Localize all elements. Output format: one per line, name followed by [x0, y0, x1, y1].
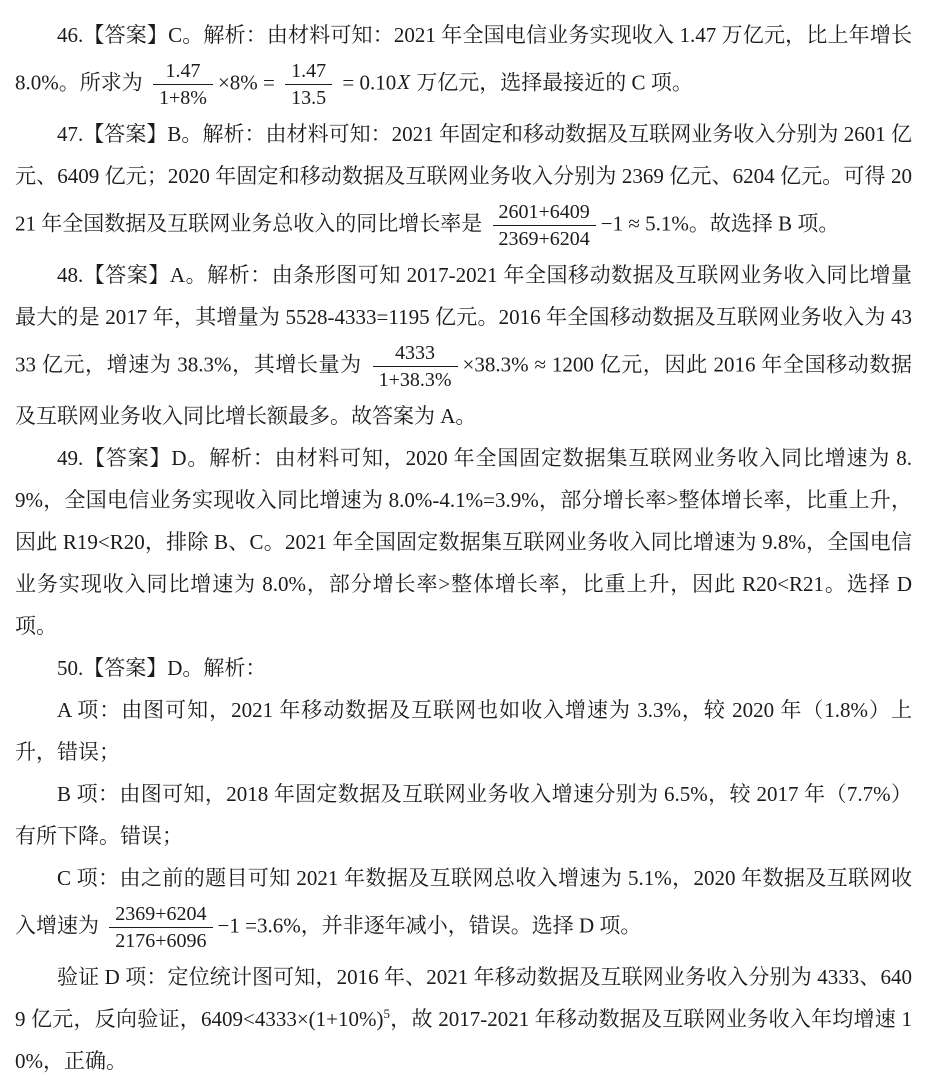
- paragraph-q46: [15, 14, 912, 113]
- text-run: −1 ≈ 5.1%。故选择 B 项。: [600, 211, 840, 236]
- fraction-denominator: 2369+6204: [498, 228, 590, 250]
- fraction-numerator: 1.47: [153, 58, 213, 85]
- fraction-numerator: 1.47: [285, 58, 332, 85]
- paragraph-q50-option-c: [15, 857, 912, 956]
- fraction-numerator: 2369+6204: [109, 901, 212, 928]
- text-run: B 项：由图可知，2018 年固定数据及互联网业务收入增速分别为 6.5%，较 2017 年（7.7%）有所下降。错误；: [15, 782, 912, 848]
- text-run: −1 =3.6%，并非逐年减小，错误。选择 D 项。: [217, 913, 642, 938]
- text-run: 48.【答案】A。解析：由条形图可知 2017-2021 年全国移动数据及互联网业务收入同比增量最大的是 2017 年，其增量为 5528-4333=1195 亿元。2016 年全国移动数据及互联网业务收入为 4333 亿元，增速为 38.3%，其增长量为: [15, 263, 912, 377]
- text-run: A 项：由图可知，2021 年移动数据及互联网也如收入增速为 3.3%，较 2020 年（1.8%）上升，错误；: [15, 698, 912, 764]
- text-run: 万亿元，选择最接近的 C 项。: [411, 70, 693, 95]
- paragraph-q50-option-b: [15, 773, 912, 857]
- paragraph-q50-verify-d: [15, 956, 912, 1082]
- text-run: 验证 D 项：定位统计图可知，2016 年、2021 年移动数据及互联网业务收入分别为 4333、6409 亿元，反向验证，6409<4333×(1+10%): [15, 965, 912, 1031]
- fraction-numerator: 2601+6409: [493, 199, 596, 226]
- superscript-exponent: 5: [383, 1006, 391, 1021]
- inline-fraction: [493, 199, 596, 252]
- fraction-denominator: 1+8%: [159, 87, 207, 109]
- inline-fraction: [109, 901, 212, 954]
- text-run: 50.【答案】D。解析：: [57, 656, 267, 680]
- text-run: 47.【答案】B。解析：由材料可知：2021 年固定和移动数据及互联网业务收入分别为 2601 亿元、6409 亿元；2020 年固定和移动数据及互联网业务收入分别为 2369 亿元、6204 亿元。可得 2021 年全国数据及互联网业务总收入的同比增长率是: [15, 122, 912, 236]
- text-run: 49.【答案】D。解析：由材料可知，2020 年全国固定数据集互联网业务收入同比增速为 8.9%，全国电信业务实现收入同比增速为 8.0%-4.1%=3.9%，部分增长率>整体增长率，比重上升，因此 R19<R20，排除 B、C。2021 年全国固定数据集互联网业务收入同比增速为 9.8%，全国电信业务实现收入同比增速为 8.0%，部分增长率>整体增长率，比重上升，因此 R20<R21。选择 D 项。: [15, 446, 912, 638]
- text-run: ，故 2017-2021 年移动数据及互联网业务收入年均增速 10%，正确。: [15, 1007, 912, 1073]
- paragraph-q47: [15, 113, 912, 254]
- fraction-denominator: 13.5: [291, 87, 327, 109]
- paragraph-q49: [15, 437, 912, 647]
- paragraph-q50-head: [15, 647, 912, 689]
- inline-fraction: [373, 340, 458, 393]
- text-run: ×8% =: [217, 70, 281, 95]
- paragraph-q48: [15, 254, 912, 437]
- paragraph-q50-option-a: [15, 689, 912, 773]
- variable-x: X: [397, 70, 411, 95]
- text-run: 46.【答案】C。解析：由材料可知：2021 年全国电信业务实现收入 1.47 万亿元，比上年增长 8.0%。所求为: [15, 23, 912, 95]
- text-run: ×38.3% ≈ 1200 亿元，因此 2016 年全国移动数据及互联网业务收入同比增长额最多。故答案为 A。: [15, 352, 912, 428]
- fraction-denominator: 1+38.3%: [378, 369, 452, 391]
- text-run: = 0.10: [337, 70, 397, 95]
- text-run: C 项：由之前的题目可知 2021 年数据及互联网总收入增速为 5.1%，2020 年数据及互联网收入增速为: [15, 866, 912, 938]
- fraction-denominator: 2176+6096: [115, 930, 207, 952]
- inline-fraction: [153, 58, 213, 111]
- inline-fraction: [285, 58, 332, 111]
- fraction-numerator: 4333: [373, 340, 458, 367]
